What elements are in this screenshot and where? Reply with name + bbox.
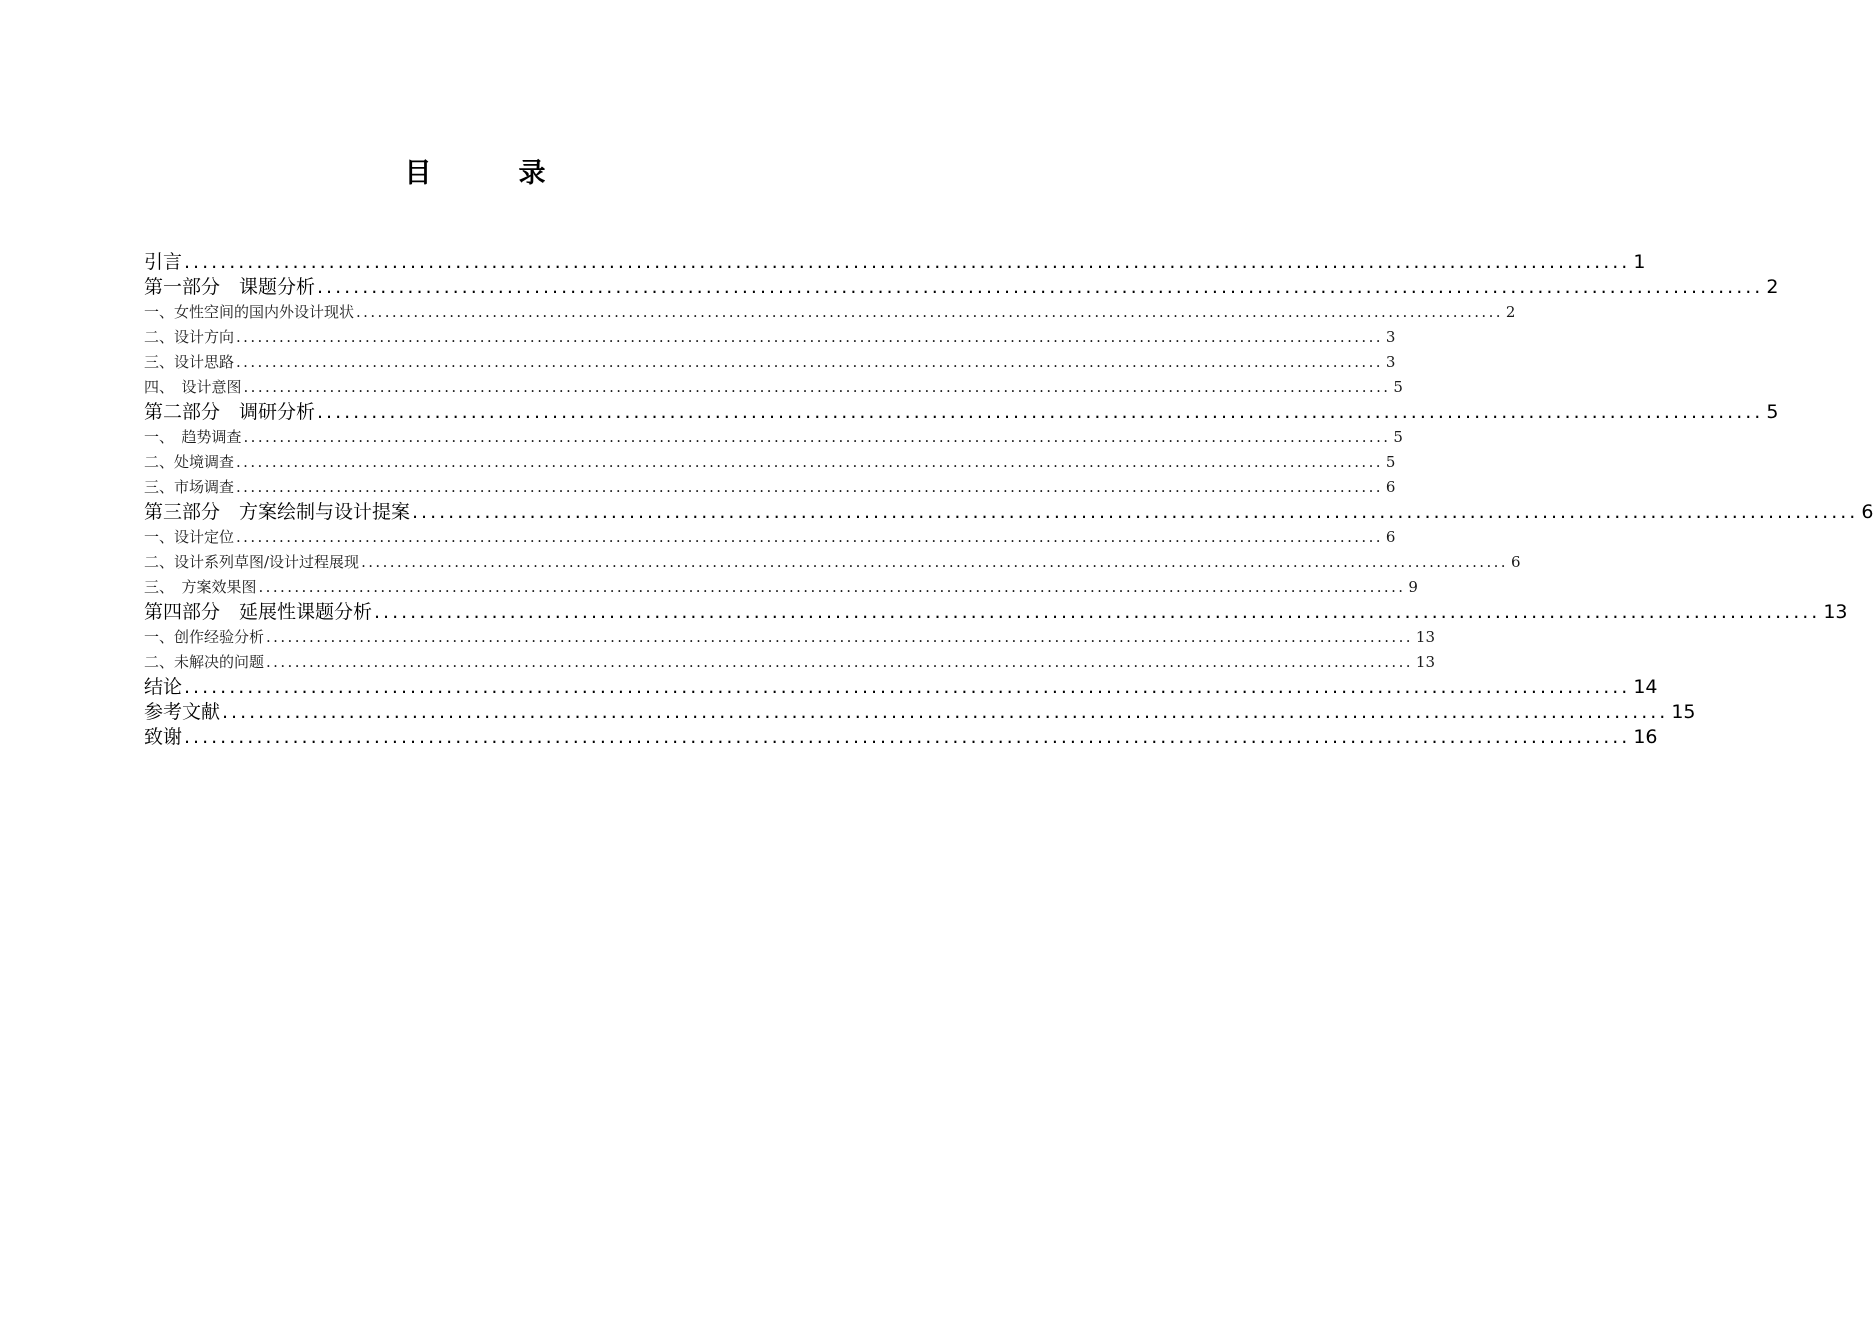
toc-entry-page: 14 (1633, 676, 1658, 698)
toc-entry-page: 6 (1861, 501, 1873, 523)
toc-entry-label: 一、设计定位 (144, 528, 235, 546)
toc-entry[interactable] (144, 675, 1658, 700)
toc-entry-label: 二、未解决的问题 (144, 653, 265, 671)
toc-entry-page: 5 (1385, 453, 1396, 471)
toc-entry[interactable] (144, 400, 1779, 425)
toc-entry-page: 3 (1385, 353, 1396, 371)
dot-leader: ................................................................................................................................................................ (266, 628, 1413, 646)
dot-leader: ................................................................................................................................................................ (243, 378, 1391, 396)
dot-leader: ................................................................................................................................................................ (266, 653, 1413, 671)
toc-entry-label: 三、市场调查 (144, 478, 235, 496)
toc-entry-label: 四、 设计意图 (144, 378, 242, 396)
toc-entry-label: 第三部分 方案绘制与设计提案 (144, 501, 411, 523)
toc-entry-label: 致谢 (144, 726, 183, 748)
dot-leader: ................................................................................................................................................................ (317, 276, 1764, 298)
dot-leader: ................................................................................................................................................................ (258, 578, 1406, 596)
dot-leader: ................................................................................................................................................................ (222, 701, 1669, 723)
dot-leader: ................................................................................................................................................................ (184, 251, 1631, 273)
toc-entry[interactable] (144, 375, 1403, 400)
toc-entry-page: 5 (1766, 401, 1779, 423)
toc-entry-page: 1 (1633, 251, 1646, 273)
toc-entry-page: 13 (1823, 601, 1848, 623)
dot-leader: ................................................................................................................................................................ (184, 676, 1631, 698)
toc-title: 目 录 (404, 158, 576, 189)
toc-entry-page: 15 (1671, 701, 1696, 723)
toc-entry[interactable] (144, 525, 1396, 550)
toc-entry-page: 16 (1633, 726, 1658, 748)
toc-entry-page: 9 (1408, 578, 1418, 596)
dot-leader: ................................................................................................................................................................ (236, 353, 1383, 371)
toc-entry-label: 二、设计方向 (144, 328, 235, 346)
toc-entry-label: 二、处境调查 (144, 453, 235, 471)
toc-entry[interactable] (144, 700, 1696, 725)
toc-entry-page: 3 (1385, 328, 1396, 346)
toc-entry-page: 5 (1393, 378, 1403, 396)
dot-leader: ................................................................................................................................................................ (412, 501, 1859, 523)
dot-leader: ................................................................................................................................................................ (374, 601, 1821, 623)
toc-entry[interactable] (144, 475, 1396, 500)
toc-entry-page: 13 (1415, 628, 1435, 646)
toc-entry-label: 一、创作经验分析 (144, 628, 265, 646)
toc-entry[interactable] (144, 500, 1873, 525)
toc-entry-page: 2 (1505, 303, 1516, 321)
toc-entry-page: 13 (1415, 653, 1435, 671)
toc-entry[interactable] (144, 300, 1516, 325)
toc-entry-label: 引言 (144, 251, 183, 273)
toc-entry-page: 5 (1393, 428, 1403, 446)
toc-entry-label: 第一部分 课题分析 (144, 276, 316, 298)
toc-entry-label: 参考文献 (144, 701, 221, 723)
dot-leader: ................................................................................................................................................................ (236, 478, 1383, 496)
toc-entry-label: 三、 方案效果图 (144, 578, 257, 596)
toc-entry-label: 第二部分 调研分析 (144, 401, 316, 423)
toc-entry[interactable] (144, 250, 1646, 275)
toc-entry-page: 6 (1510, 553, 1521, 571)
toc-entry[interactable] (144, 325, 1396, 350)
toc-entry-label: 一、 趋势调查 (144, 428, 242, 446)
toc-entry[interactable] (144, 625, 1435, 650)
toc-entry-page: 2 (1766, 276, 1779, 298)
toc-entry-page: 6 (1385, 528, 1396, 546)
toc-entry[interactable] (144, 575, 1418, 600)
toc-entry-label: 二、设计系列草图/设计过程展现 (144, 553, 360, 571)
dot-leader: ................................................................................................................................................................ (356, 303, 1503, 321)
dot-leader: ................................................................................................................................................................ (317, 401, 1764, 423)
toc-entry-label: 一、女性空间的国内外设计现状 (144, 303, 355, 321)
dot-leader: ................................................................................................................................................................ (243, 428, 1391, 446)
toc-entry[interactable] (144, 725, 1658, 750)
toc-entry[interactable] (144, 450, 1396, 475)
dot-leader: ................................................................................................................................................................ (236, 528, 1383, 546)
toc-entry[interactable] (144, 550, 1521, 575)
toc-entry[interactable] (144, 350, 1396, 375)
toc-entry[interactable] (144, 275, 1779, 300)
table-of-contents (144, 250, 1873, 750)
toc-entry-label: 三、设计思路 (144, 353, 235, 371)
dot-leader: ................................................................................................................................................................ (361, 553, 1508, 571)
toc-entry[interactable] (144, 650, 1435, 675)
toc-entry[interactable] (144, 600, 1848, 625)
dot-leader: ................................................................................................................................................................ (236, 453, 1383, 471)
dot-leader: ................................................................................................................................................................ (184, 726, 1631, 748)
toc-entry-label: 第四部分 延展性课题分析 (144, 601, 373, 623)
toc-entry-page: 6 (1385, 478, 1396, 496)
toc-entry-label: 结论 (144, 676, 183, 698)
toc-entry[interactable] (144, 425, 1403, 450)
dot-leader: ................................................................................................................................................................ (236, 328, 1383, 346)
